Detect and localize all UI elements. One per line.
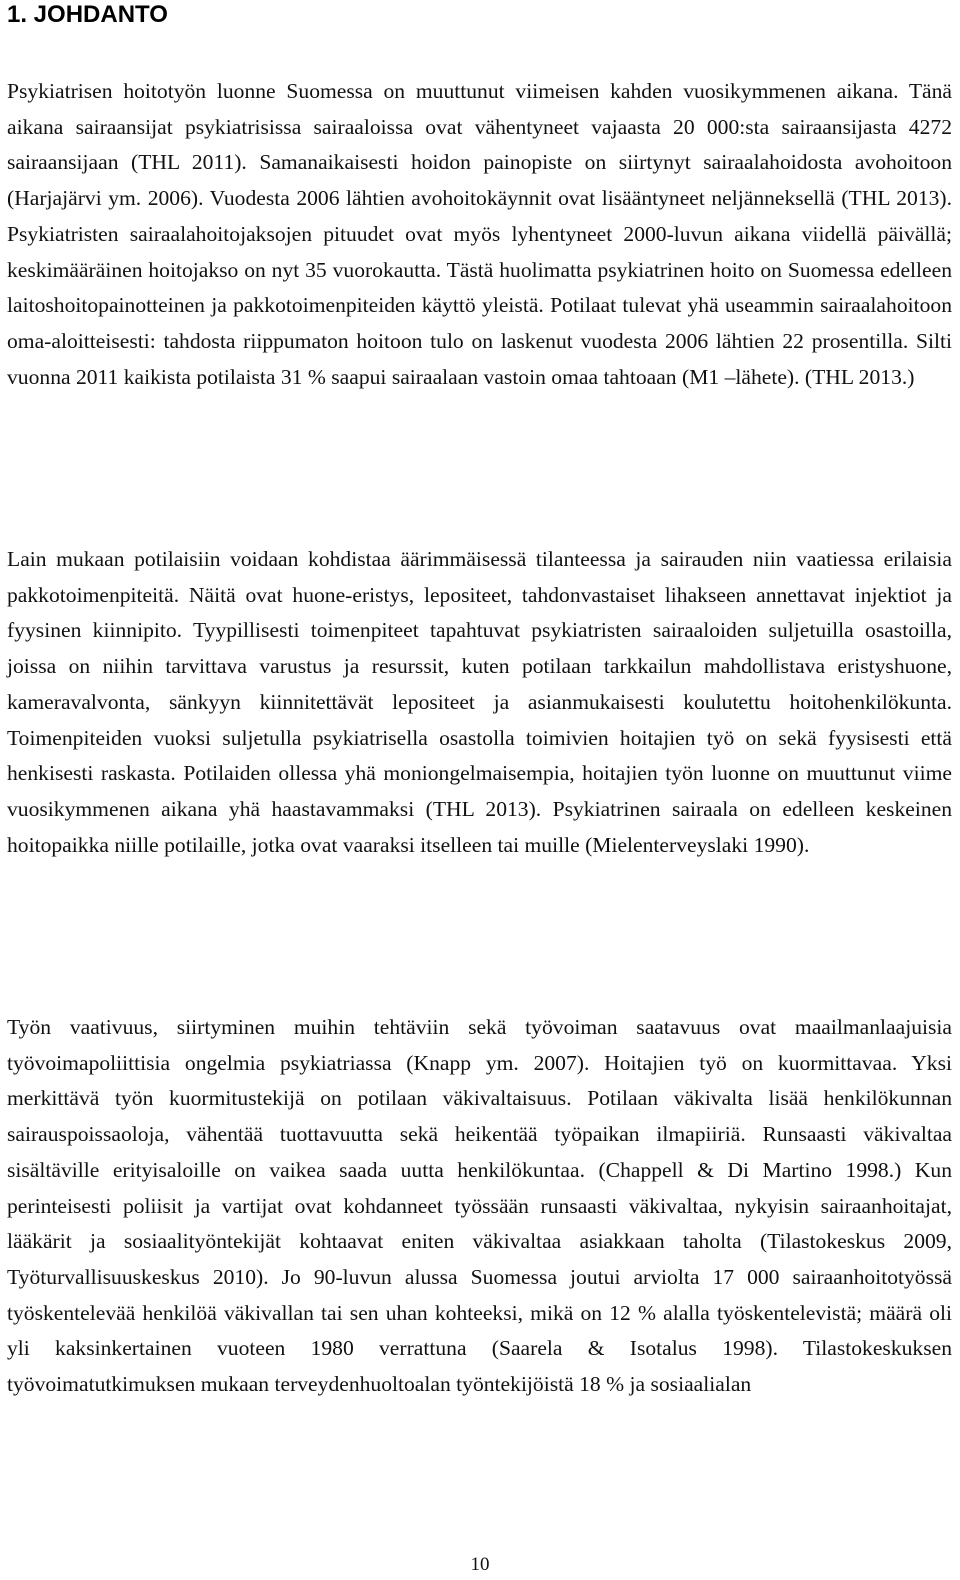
body-paragraph-1: Psykiatrisen hoitotyön luonne Suomessa on muuttunut viimeisen kahden vuosikymmenen aikana. Tänä aikana sairaansijat psykiatrisissa sairaaloissa ovat vähentyneet vajaasta 20 000:sta sairaansijasta 4272 sairaansijaan (THL 2011). Samanaikaisesti hoidon painopiste on siirtynyt sairaalahoidosta avohoitoon (Harjajärvi ym. 2006). Vuodesta 2006 lähtien avohoitokäynnit ovat lisääntyneet neljänneksellä (THL 2013). Psykiatristen sairaalahoitojaksojen pituudet ovat myös lyhentyneet 2000-luvun aikana viidellä päivällä; keskimääräinen hoitojakso on nyt 35 vuorokautta. Tästä huolimatta psykiatrinen hoito on Suomessa edelleen laitoshoitopainotteinen ja pakkotoimenpiteiden käyttö yleistä. Potilaat tulevat yhä useammin sairaalahoitoon oma-aloitteisesti: tahdosta riippumaton hoitoon tulo on laskenut vuodesta 2006 lähtien 22 prosentilla. Silti vuonna 2011 kaikista potilaista 31 % saapui sairaalaan vastoin omaa tahtoaan (M1 –lähete). (THL 2013.)	[7, 79, 952, 389]
body-paragraph-2: Lain mukaan potilaisiin voidaan kohdistaa äärimmäisessä tilanteessa ja sairauden niin vaatiessa erilaisia pakkotoimenpiteitä. Näitä ovat huone-eristys, lepositeet, tahdonvastaiset lihakseen annettavat injektiot ja fyysinen kiinnipito. Tyypillisesti toimenpiteet tapahtuvat psykiatristen sairaaloiden suljetuilla osastoilla, joissa on niihin tarvittava varustus ja resurssit, kuten potilaan tarkkailun mahdollistava eristyshuone, kameravalvonta, sänkyyn kiinnitettävät lepositeet ja asianmukaisesti koulutettu hoitohenkilökunta. Toimenpiteiden vuoksi suljetulla psykiatrisella osastolla toimivien hoitajien työ on sekä fyysisesti että henkisesti raskasta. Potilaiden ollessa yhä moniongelmaisempia, hoitajien työn luonne on muuttunut viime vuosikymmenen aikana yhä haastavammaksi (THL 2013). Psykiatrinen sairaala on edelleen keskeinen hoitopaikka niille potilaille, jotka ovat vaaraksi itselleen tai muille (Mielenterveyslaki 1990).	[7, 547, 952, 857]
page-number: 10	[470, 1554, 490, 1575]
body-paragraph-3: Työn vaativuus, siirtyminen muihin tehtäviin sekä työvoiman saatavuus ovat maailmanlaajuisia työvoimapoliittisia ongelmia psykiatriassa (Knapp ym. 2007). Hoitajien työ on kuormittavaa. Yksi merkittävä työn kuormitustekijä on potilaan väkivaltaisuus. Potilaan väkivalta lisää henkilökunnan sairauspoissaoloja, vähentää tuottavuutta sekä heikentää työpaikan ilmapiiriä. Runsaasti väkivaltaa sisältäville erityisaloille on vaikea saada uutta henkilökuntaa. (Chappell & Di Martino 1998.) Kun perinteisesti poliisit ja vartijat ovat kohdanneet työssään runsaasti väkivaltaa, nykyisin sairaanhoitajat, lääkärit ja sosiaalityöntekijät kohtaavat eniten väkivaltaa asiakkaan taholta (Tilastokeskus 2009, Työturvallisuuskeskus 2010). Jo 90-luvun alussa Suomessa joutui arviolta 17 000 sairaanhoitotyössä työskentelevää henkilöä väkivallan tai sen uhan kohteeksi, mikä on 12 % alalla työskentelevistä; määrä oli yli kaksinkertainen vuoteen 1980 verrattuna (Saarela & Isotalus 1998). Tilastokeskuksen työvoimatutkimuksen mukaan terveydenhuoltoalan työntekijöistä 18 % ja sosiaalialan	[7, 1015, 952, 1397]
chapter-heading: 1. JOHDANTO	[7, 1, 168, 28]
